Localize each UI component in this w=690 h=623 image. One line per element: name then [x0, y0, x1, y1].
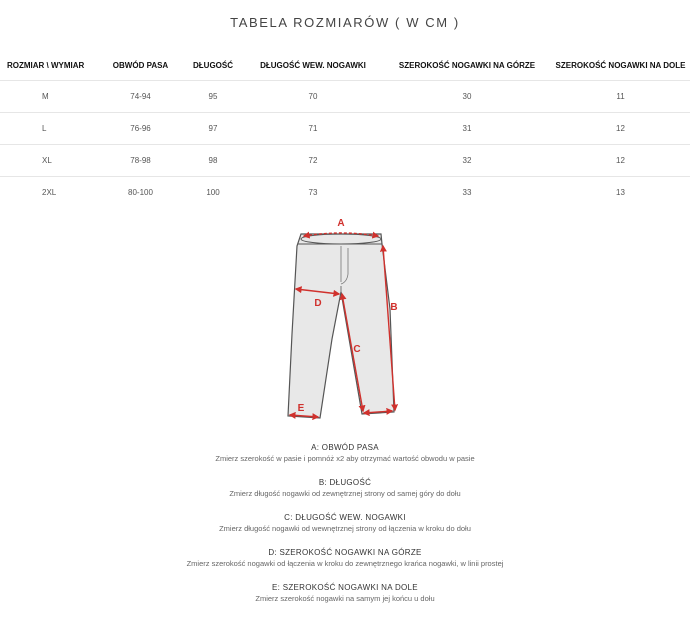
- table-cell: 95: [183, 81, 243, 113]
- table-cell: 12: [551, 113, 690, 145]
- table-cell: 98: [183, 145, 243, 177]
- table-row: [0, 145, 690, 177]
- table-cell: 11: [551, 81, 690, 113]
- table-cell: 32: [383, 145, 551, 177]
- legend-title: D: SZEROKOŚĆ NOGAWKI NA GÓRZE: [268, 548, 422, 557]
- size-table: [0, 50, 690, 208]
- header-size: ROZMIAR \ WYMIAR: [7, 60, 85, 70]
- table-cell: M: [0, 81, 98, 113]
- table-cell: 33: [383, 177, 551, 209]
- legend-desc: Zmierz długość nogawki od wewnętrznej strony od łączenia w kroku do dołu: [219, 524, 471, 533]
- legend-title: C: DŁUGOŚĆ WEW. NOGAWKI: [284, 513, 406, 522]
- legend-desc: Zmierz szerokość nogawki na samym jej końcu u dołu: [255, 594, 435, 603]
- legend-desc: Zmierz szerokość w pasie i pomnóż x2 aby otrzymać wartość obwodu w pasie: [215, 454, 475, 463]
- table-cell: L: [0, 113, 98, 145]
- table-cell: 31: [383, 113, 551, 145]
- table-cell: 76-96: [98, 113, 183, 145]
- legend-item-b: [0, 478, 690, 513]
- table-row: [0, 113, 690, 145]
- table-cell: 13: [551, 177, 690, 209]
- legend-desc: Zmierz szerokość nogawki od łączenia w kroku do zewnętrznego krańca nogawki, w linii prostej: [186, 559, 504, 568]
- header-leg-width-bottom: SZEROKOŚĆ NOGAWKI NA DOLE: [555, 60, 686, 70]
- table-cell: 73: [243, 177, 383, 209]
- header-waist: OBWÓD PASA: [112, 60, 169, 70]
- table-cell: 80-100: [98, 177, 183, 209]
- legend-item-c: [0, 513, 690, 548]
- table-cell: XL: [0, 145, 98, 177]
- legend-title: E: SZEROKOŚĆ NOGAWKI NA DOLE: [272, 583, 418, 592]
- table-row: [0, 177, 690, 209]
- label-c: C: [353, 344, 361, 355]
- table-cell: 2XL: [0, 177, 98, 209]
- legend-desc: Zmierz długość nogawki od zewnętrznej strony od samej góry do dołu: [229, 489, 461, 498]
- label-a: A: [337, 218, 345, 229]
- label-b: B: [390, 302, 398, 313]
- table-header-row: [0, 50, 690, 81]
- table-cell: 97: [183, 113, 243, 145]
- legend-item-a: [0, 443, 690, 478]
- table-cell: 70: [243, 81, 383, 113]
- legend-title: B: DŁUGOŚĆ: [318, 478, 372, 487]
- table-cell: 78-98: [98, 145, 183, 177]
- legend-title: A: OBWÓD PASA: [311, 443, 379, 452]
- header-length: DŁUGOŚĆ: [193, 60, 233, 70]
- measurement-legend: [0, 443, 690, 618]
- table-cell: 72: [243, 145, 383, 177]
- table-cell: 30: [383, 81, 551, 113]
- table-cell: 71: [243, 113, 383, 145]
- legend-item-e: [0, 583, 690, 618]
- table-cell: 12: [551, 145, 690, 177]
- pants-diagram: [268, 214, 418, 424]
- table-cell: 74-94: [98, 81, 183, 113]
- label-d: D: [314, 298, 322, 309]
- header-inseam: DŁUGOŚĆ WEW. NOGAWKI: [260, 60, 366, 70]
- table-cell: 100: [183, 177, 243, 209]
- page-title: TABELA ROZMIARÓW ( W CM ): [230, 15, 460, 30]
- label-e: E: [297, 403, 305, 414]
- table-row: [0, 81, 690, 113]
- header-leg-width-top: SZEROKOŚĆ NOGAWKI NA GÓRZE: [398, 60, 536, 70]
- legend-item-d: [0, 548, 690, 583]
